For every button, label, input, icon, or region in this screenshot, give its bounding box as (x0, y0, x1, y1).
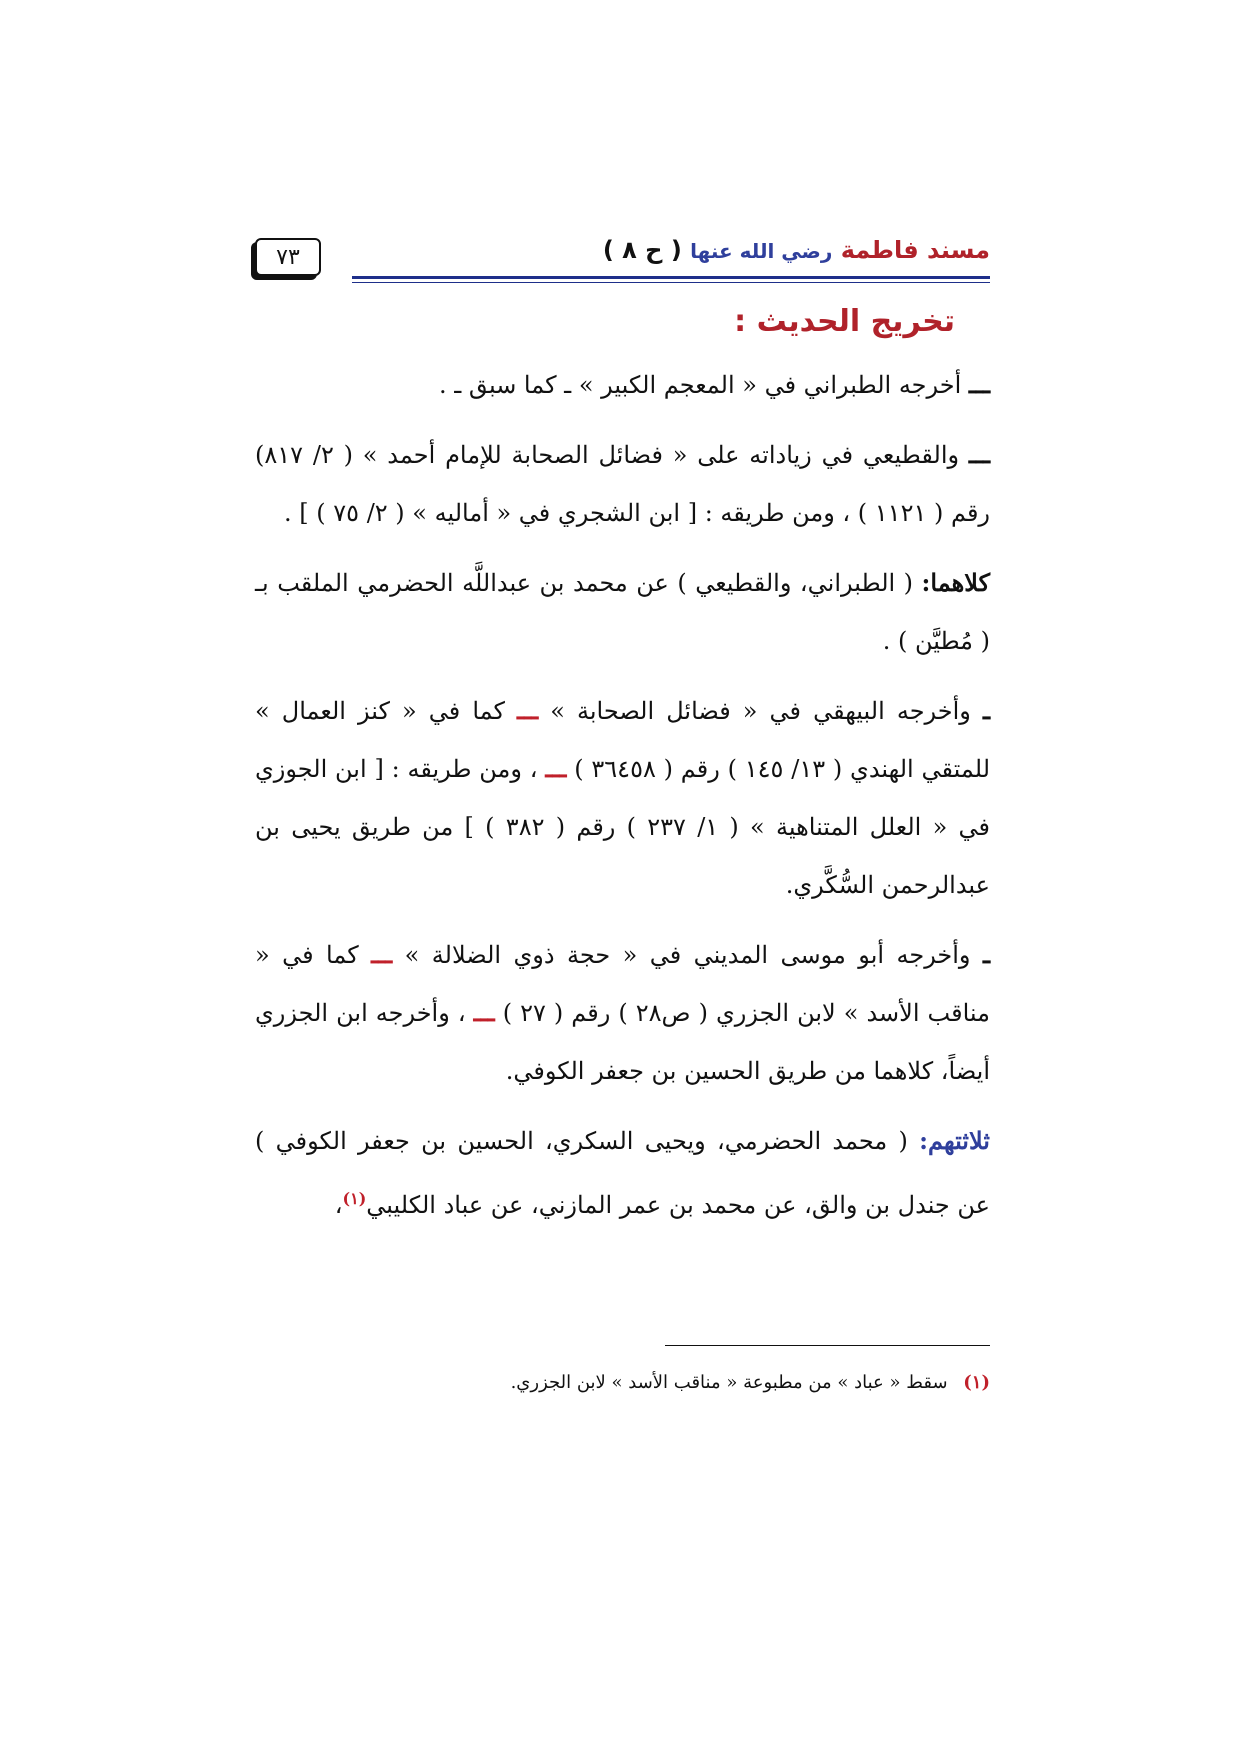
paragraph-text: ( محمد الحضرمي، ويحيى السكري، الحسين بن جعفر الكوفي ) عن جندل بن والق، عن محمد بن عمر المازني، عن عباد الكليبي (255, 1127, 990, 1219)
paragraph-text: ( الطبراني، والقطيعي ) عن محمد بن عبداللَّه الحضرمي الملقب بـ ( مُطيَّن ) . (255, 569, 990, 655)
running-title-name: مسند فاطمة (840, 236, 990, 264)
paragraph-dash: ـــ (968, 440, 990, 469)
footnote-number: (١) (963, 1372, 990, 1393)
paragraph-text-a: وأخرجه أبو موسى المديني في « حجة ذوي الضلالة » (404, 941, 971, 969)
paragraph-text-c: ، وأخرجه ابن الجزري أيضاً، كلاهما من طريق الحسين بن جعفر الكوفي. (255, 999, 990, 1085)
paragraph-bayhaqi (255, 682, 990, 914)
paragraph-lead: ثلاثتهم: (919, 1126, 990, 1155)
running-title-part: ( ح ٨ ) (602, 236, 682, 264)
main-content (255, 300, 990, 1246)
section-heading: تخريج الحديث : (734, 304, 955, 339)
paragraph-text: أخرجه الطبراني في « المعجم الكبير » ـ كما سبق ـ . (439, 371, 962, 399)
paragraph-tabarani (255, 356, 990, 414)
paragraph-text: والقطيعي في زياداته على « فضائل الصحابة للإمام أحمد » ( ٢/ ٨١٧) رقم ( ١١٢١ ) ، ومن طريقه : [ ابن الشجري في « أماليه » ( ٢/ ٧٥ ) ] . (255, 441, 990, 527)
header-rule-thin (352, 282, 990, 283)
paragraph-text-a: وأخرجه البيهقي في « فضائل الصحابة » (550, 697, 971, 725)
paragraph-text-b: كما في « كنز العمال » للمتقي الهندي ( ١٣/ ١٤٥ ) رقم ( ٣٦٤٥٨ ) (255, 697, 991, 783)
paragraph-qatii (255, 426, 990, 542)
running-title (603, 236, 990, 264)
paragraph-both (255, 554, 990, 670)
paragraph-dash: ـ (982, 940, 991, 969)
paragraph-text-c: ، ومن طريقه : [ ابن الجوزي في « العلل المتناهية » ( ١/ ٢٣٧ ) رقم ( ٣٨٢ ) ] من طريق يحيى بن عبدالرحمن السُّكَّري. (255, 755, 991, 899)
footnote-text: سقط « عباد » من مطبوعة « مناقب الأسد » لابن الجزري. (510, 1372, 948, 1393)
paragraph-lead: كلاهما: (921, 568, 990, 597)
page-number-box: ٧٣ (255, 238, 321, 276)
paragraph-three (255, 1112, 990, 1234)
paragraph-dash-end: ـــ (545, 754, 567, 783)
paragraph-abu-musa (255, 926, 990, 1100)
footnote-divider (665, 1345, 990, 1346)
paragraph-dash-end: ـــ (473, 998, 495, 1027)
paragraph-dash-mid: ـــ (517, 696, 539, 725)
paragraph-tail: ، (334, 1191, 343, 1219)
running-title-honorific: رضي الله عنها (690, 239, 833, 263)
page-header (255, 228, 990, 288)
paragraph-text-b: كما في « مناقب الأسد » لابن الجزري ( ص٢٨ ) رقم ( ٢٧ ) (255, 941, 990, 1027)
footnote-reference[interactable]: (١) (342, 1189, 367, 1208)
paragraph-dash: ـ (982, 696, 990, 725)
paragraph-dash-mid: ـــ (371, 940, 393, 969)
paragraph-dash: ـــ (968, 370, 990, 399)
footnote (250, 1368, 990, 1398)
header-rule-thick (352, 276, 990, 279)
